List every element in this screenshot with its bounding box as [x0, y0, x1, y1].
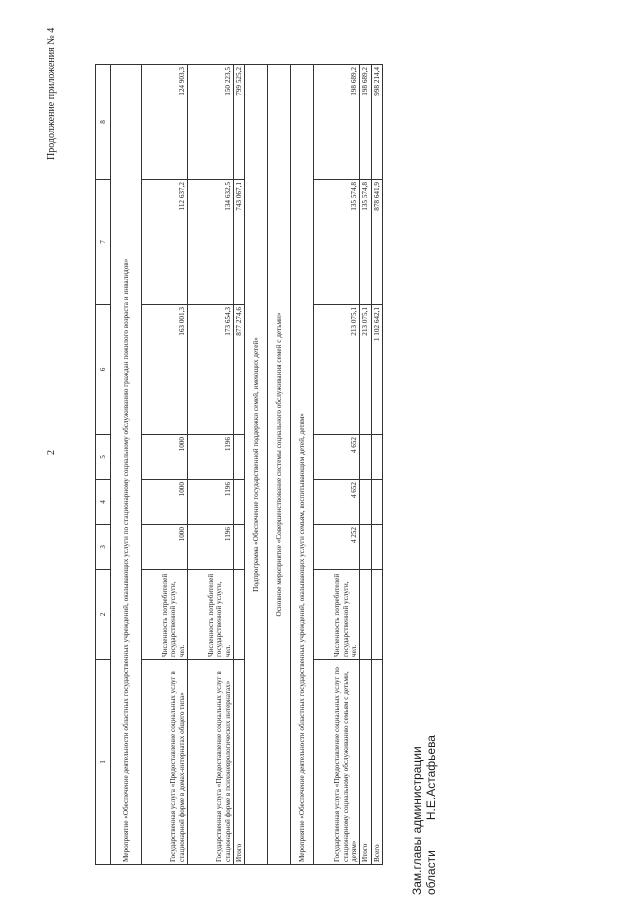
rotated-table-container	[95, 65, 395, 865]
value-cell: 163 001,3	[142, 305, 188, 435]
main-event-title: Основное мероприятие «Совершенствование системы социального обслуживания семей с детьми»	[268, 65, 291, 865]
col-header: 3	[96, 525, 111, 570]
section-title-row	[111, 65, 142, 865]
budget-table	[95, 64, 383, 865]
value-cell: 135 574,8	[314, 180, 360, 305]
value-cell: 173 654,3	[188, 305, 234, 435]
value-cell: 1000	[142, 525, 188, 570]
table-row	[188, 65, 234, 865]
total-value: 799 525,2	[234, 65, 245, 180]
grand-total-label: Всего	[371, 660, 382, 865]
table-row	[142, 65, 188, 865]
value-cell: 4 652	[314, 480, 360, 525]
value-cell: 198 689,2	[314, 65, 360, 180]
total-label: Итого	[234, 660, 245, 865]
section-title: Мероприятие «Обеспечение деятельности областных государственных учреждений, оказывающих услуги по стационарному социальному обслуживанию граждан пожилого возраста и инвалидов»	[111, 65, 142, 865]
col-header: 5	[96, 435, 111, 480]
value-cell: 1196	[188, 480, 234, 525]
value-cell: 4 252	[314, 525, 360, 570]
value-cell: 134 632,5	[188, 180, 234, 305]
service-name: Государственная услуга «Предоставление социальных услуг в стационарной форме в домах-интернатах общего типа»	[142, 660, 188, 865]
value-cell: 213 075,1	[314, 305, 360, 435]
value-cell: 1196	[188, 435, 234, 480]
value-cell: 124 903,3	[142, 65, 188, 180]
grand-total-value: 1 102 642,1	[371, 305, 382, 435]
page-number: 2	[46, 450, 57, 455]
col-header: 2	[96, 570, 111, 660]
col-header: 6	[96, 305, 111, 435]
column-numbers-row	[96, 65, 111, 865]
main-event-row	[268, 65, 291, 865]
indicator: Численность потребителей государственной услуги, чел.	[314, 570, 360, 660]
table-row	[314, 65, 360, 865]
subprogram-title: Подпрограмма «Обеспечение государственной поддержки семей, имеющих детей»	[245, 65, 268, 865]
total-value: 198 689,2	[360, 65, 371, 180]
value-cell: 4 652	[314, 435, 360, 480]
grand-total-value: 998 214,4	[371, 65, 382, 180]
col-header: 7	[96, 180, 111, 305]
col-header: 8	[96, 65, 111, 180]
signature-line1: Зам.главы администрации	[410, 746, 424, 895]
appendix-label: Продолжение приложения № 4	[46, 27, 57, 160]
section-title-row	[291, 65, 314, 865]
value-cell: 1196	[188, 525, 234, 570]
subprogram-row	[245, 65, 268, 865]
total-row	[234, 65, 245, 865]
signature-block	[410, 735, 438, 895]
total-value: 877 274,6	[234, 305, 245, 435]
section-title: Мероприятие «Обеспечение деятельности областных государственных учреждений, оказывающих услуги семьям, воспитывающим детей, детям»	[291, 65, 314, 865]
value-cell: 1000	[142, 480, 188, 525]
total-value: 135 574,8	[360, 180, 371, 305]
col-header: 4	[96, 480, 111, 525]
value-cell: 112 637,2	[142, 180, 188, 305]
indicator: Численность потребителей государственной услуги, чел.	[188, 570, 234, 660]
service-name: Государственная услуга «Предоставление социальных услуг в стационарной форме в психоневрологических интернатах»	[188, 660, 234, 865]
total-value: 213 075,1	[360, 305, 371, 435]
total-label: Итого	[360, 660, 371, 865]
indicator: Численность потребителей государственной услуги, чел.	[142, 570, 188, 660]
grand-total-row	[371, 65, 382, 865]
value-cell: 150 223,5	[188, 65, 234, 180]
grand-total-value: 878 641,9	[371, 180, 382, 305]
total-row	[360, 65, 371, 865]
service-name: Государственная услуга «Предоставление социальных услуг по стационарному социальному обслуживанию семьям с детьми, детям»	[314, 660, 360, 865]
signature-line2: области Н.Е.Астафьева	[424, 735, 438, 895]
col-header: 1	[96, 660, 111, 865]
total-value: 743 067,1	[234, 180, 245, 305]
value-cell: 1000	[142, 435, 188, 480]
